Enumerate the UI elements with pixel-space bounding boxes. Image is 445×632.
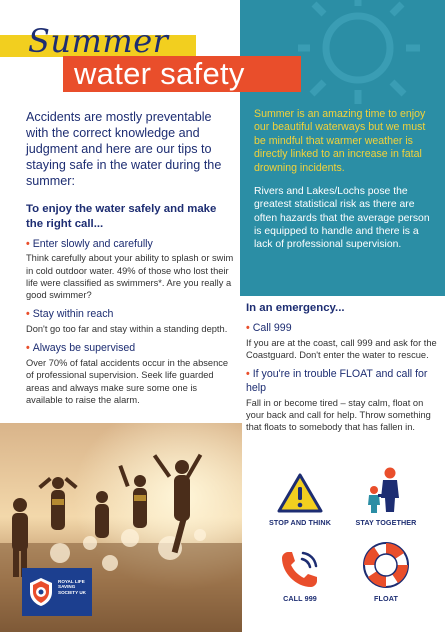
emergency-body: If you are at the coast, call 999 and ask for the Coastguard. Don't enter the water to rescue. xyxy=(246,337,437,361)
rlss-logo xyxy=(22,568,92,616)
emergency-title-text: Call 999 xyxy=(252,322,292,334)
bullet-icon: • xyxy=(246,368,250,381)
family-icon xyxy=(364,466,408,514)
crest-icon xyxy=(28,577,54,607)
title-script: Summer xyxy=(28,22,169,60)
bullet-icon: • xyxy=(26,308,30,321)
icon-stop-and-think xyxy=(252,472,348,527)
warning-triangle-icon xyxy=(276,472,324,514)
tips-heading: To enjoy the water safely and make the right call... xyxy=(26,202,217,230)
icon-label: CALL 999 xyxy=(283,594,317,603)
icon-label: STOP AND THINK xyxy=(269,518,331,527)
bullet-icon: • xyxy=(26,237,30,250)
lifebuoy-icon xyxy=(361,540,411,590)
tip-item xyxy=(26,342,234,406)
tip-title xyxy=(26,342,234,356)
tip-body: Don't go too far and stay within a standing depth. xyxy=(26,324,228,335)
panel-highlight: Summer is an amazing time to enjoy our beautiful waterways but we must be mindful that warmer weather is directly linked to an increase in fatal drowning incidents. xyxy=(254,108,426,174)
tip-body: Think carefully about your ability to splash or swim in cold outdoor water. 49% of those who lost their life were classified as swimmers*. Are you really a good swimmer? xyxy=(26,253,234,301)
emergency-item xyxy=(246,322,438,361)
panel-text xyxy=(254,108,434,251)
bullet-icon: • xyxy=(26,342,30,355)
panel-body: Rivers and Lakes/Lochs pose the greatest statistical risk as there are often hazards that the average person is equipped to handle and there is a lack of professional supervision. xyxy=(254,186,430,251)
icon-call-999 xyxy=(252,548,348,603)
emergency-title xyxy=(246,368,438,396)
page-title: water safety xyxy=(74,56,245,91)
tip-item xyxy=(26,308,234,335)
icon-float xyxy=(338,540,434,603)
tips-column xyxy=(26,110,234,413)
emergency-item xyxy=(246,368,438,433)
intro-text: Accidents are mostly preventable with the correct knowledge and judgment and here are our tips to staying safe in the water during the summer: xyxy=(26,110,222,188)
tip-body: Over 70% of fatal accidents occur in the absence of professional supervision. Seek life guarded areas and always make sure some one is available to raise the alarm. xyxy=(26,358,229,405)
tip-title-text: Enter slowly and carefully xyxy=(32,237,153,250)
logo-text: ROYAL LIFE SAVING SOCIETY UK xyxy=(58,579,86,595)
emergency-title-text: If you're in trouble FLOAT and call for help xyxy=(246,368,428,395)
icon-stay-together xyxy=(338,466,434,527)
emergency-heading: In an emergency... xyxy=(246,302,345,314)
bullet-icon: • xyxy=(246,322,250,334)
tip-title-text: Always be supervised xyxy=(32,342,136,355)
emergency-body: Fall in or become tired – stay calm, float on your back and call for help. Throw something that floats to somebody that has fallen in. xyxy=(246,397,431,433)
tip-title-text: Stay within reach xyxy=(32,308,114,321)
icon-label: STAY TOGETHER xyxy=(355,518,417,527)
info-panel xyxy=(240,0,445,296)
tip-item xyxy=(26,238,234,302)
emergency-column xyxy=(246,302,438,441)
tip-title xyxy=(26,308,234,322)
tip-title xyxy=(26,238,234,252)
emergency-title xyxy=(246,322,438,336)
icon-label: FLOAT xyxy=(374,594,398,603)
phone-icon xyxy=(279,548,321,590)
